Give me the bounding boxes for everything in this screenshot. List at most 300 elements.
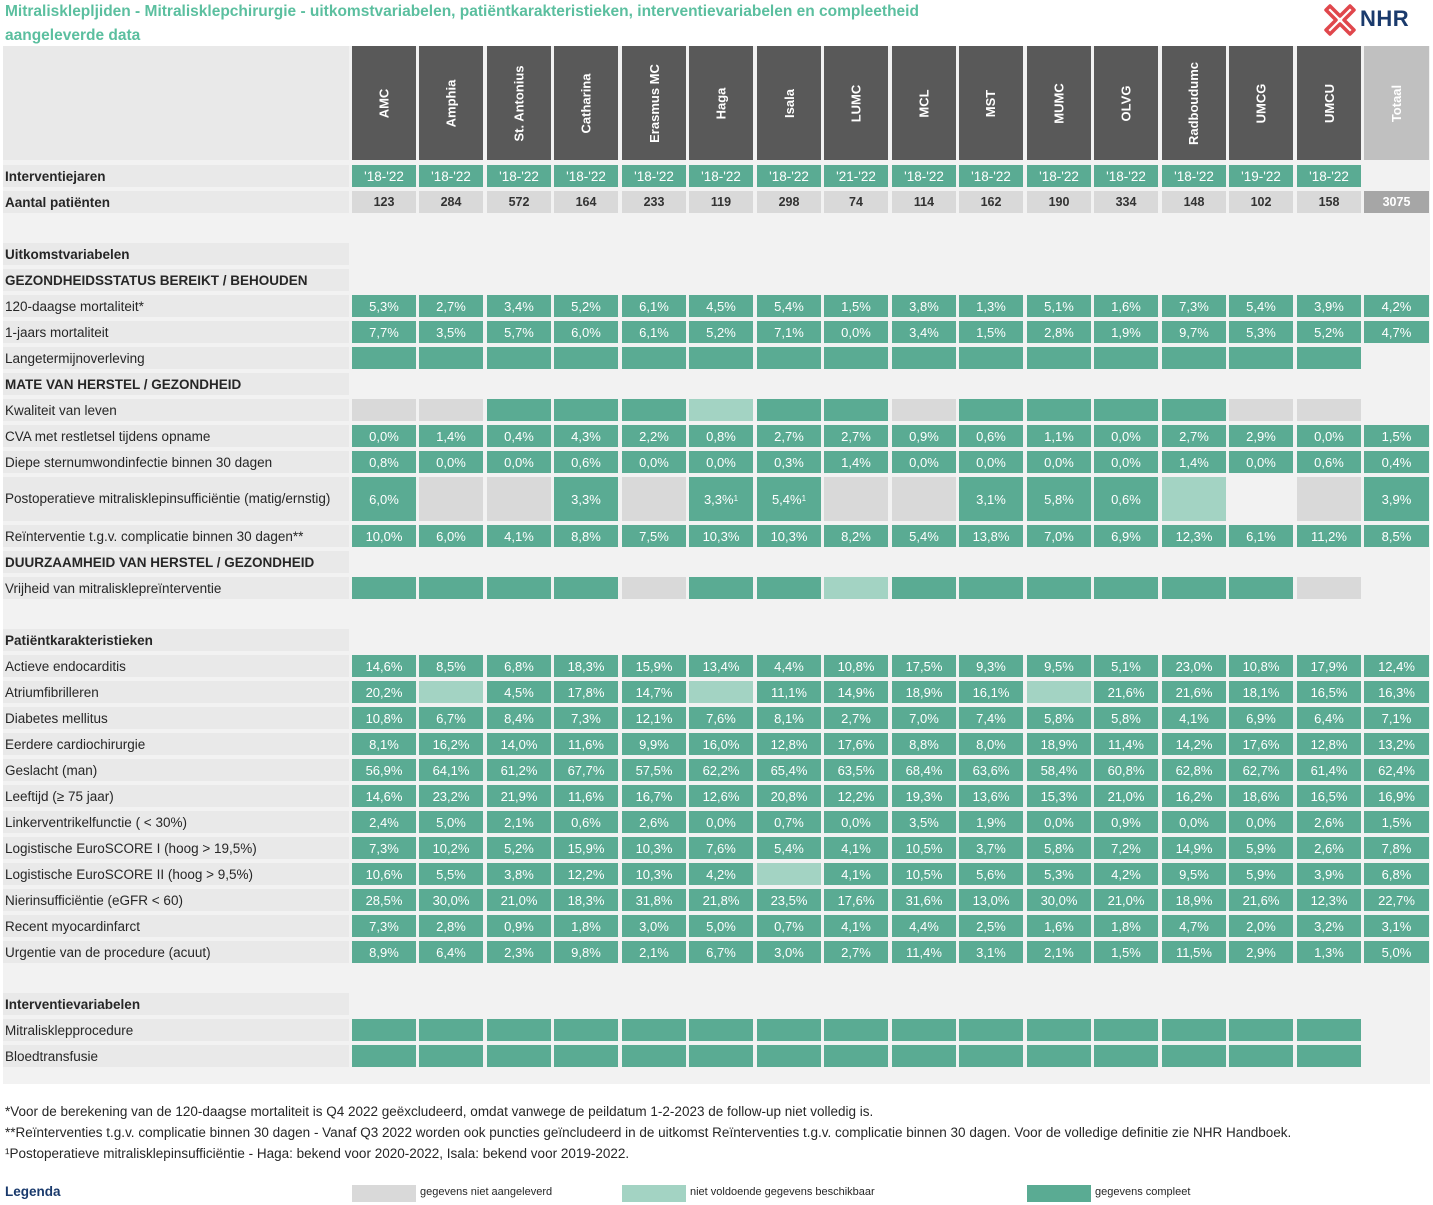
section-title: GEZONDHEIDSSTATUS BEREIKT / BEHOUDEN [3, 269, 349, 291]
data-cell: 10,2% [419, 837, 483, 859]
aantal-patienten-cell: 158 [1297, 191, 1361, 213]
data-cell: 8,0% [959, 733, 1023, 755]
interventiejaren-cell: '18-'22 [352, 165, 416, 187]
data-cell: 14,6% [352, 785, 416, 807]
data-cell [824, 477, 888, 521]
data-cell: 21,6% [1162, 681, 1226, 703]
data-cell: 4,5% [689, 295, 753, 317]
data-cell [1229, 577, 1293, 599]
data-cell: 17,6% [824, 733, 888, 755]
data-cell [622, 399, 686, 421]
data-cell: 21,6% [1094, 681, 1158, 703]
column-header-label: OLVG [1118, 85, 1134, 121]
data-cell [689, 577, 753, 599]
data-cell: 9,9% [622, 733, 686, 755]
aantal-patienten-cell: 162 [959, 191, 1023, 213]
data-cell: 17,6% [1229, 733, 1293, 755]
data-cell: 61,2% [487, 759, 551, 781]
data-cell: 10,8% [352, 707, 416, 729]
data-cell [757, 863, 821, 885]
column-header-label: Haga [713, 87, 729, 119]
data-cell: 5,3% [1229, 321, 1293, 343]
data-cell: 19,3% [892, 785, 956, 807]
data-cell [959, 1045, 1023, 1067]
data-cell: 31,6% [892, 889, 956, 911]
data-cell: 6,7% [689, 941, 753, 963]
data-cell: 18,3% [554, 889, 618, 911]
data-cell [1162, 577, 1226, 599]
column-header-label: UMCU [1321, 83, 1337, 123]
data-cell: 17,8% [554, 681, 618, 703]
data-cell: 11,4% [1094, 733, 1158, 755]
data-cell: 1,6% [1027, 915, 1091, 937]
data-cell: 2,9% [1229, 941, 1293, 963]
data-cell: 2,1% [487, 811, 551, 833]
data-cell: 4,5% [487, 681, 551, 703]
data-cell [1229, 1019, 1293, 1041]
data-cell: 30,0% [419, 889, 483, 911]
data-cell: 18,1% [1229, 681, 1293, 703]
data-cell [959, 577, 1023, 599]
data-cell: 2,8% [1027, 321, 1091, 343]
data-cell [1162, 1019, 1226, 1041]
data-cell [689, 681, 753, 703]
data-cell: 20,8% [757, 785, 821, 807]
data-cell: 5,2% [1297, 321, 1361, 343]
interventiejaren-cell: '18-'22 [487, 165, 551, 187]
data-cell: 7,6% [689, 707, 753, 729]
data-cell: 0,0% [487, 451, 551, 473]
data-cell: 4,7% [1364, 321, 1429, 343]
data-cell: 61,4% [1297, 759, 1361, 781]
data-cell: 0,8% [689, 425, 753, 447]
data-cell: 10,3% [622, 863, 686, 885]
data-cell: 16,1% [959, 681, 1023, 703]
data-cell [892, 477, 956, 521]
data-cell: 3,0% [622, 915, 686, 937]
data-cell: 6,0% [352, 477, 416, 521]
data-cell: 5,4% 1 [757, 477, 821, 521]
data-cell: 17,6% [824, 889, 888, 911]
data-cell: 12,2% [554, 863, 618, 885]
column-header-label: St. Antonius [511, 64, 527, 142]
aantal-patienten-cell: 148 [1162, 191, 1226, 213]
data-cell [1364, 577, 1429, 599]
column-header-umcg [1229, 46, 1293, 160]
column-header-label: MUMC [1051, 82, 1067, 124]
data-cell: 5,5% [419, 863, 483, 885]
data-cell: 1,8% [1094, 915, 1158, 937]
data-cell: 0,0% [352, 425, 416, 447]
data-cell: 62,7% [1229, 759, 1293, 781]
data-cell: 63,5% [824, 759, 888, 781]
data-cell: 16,2% [419, 733, 483, 755]
interventiejaren-cell: '18-'22 [554, 165, 618, 187]
data-cell: 6,1% [622, 321, 686, 343]
legend-swatch [622, 1185, 686, 1202]
data-cell: 18,6% [1229, 785, 1293, 807]
data-cell: 1,5% [959, 321, 1023, 343]
data-cell: 2,7% [824, 707, 888, 729]
data-cell: 57,5% [622, 759, 686, 781]
data-cell: 0,0% [1027, 451, 1091, 473]
data-cell: 16,9% [1364, 785, 1429, 807]
data-cell [1297, 1019, 1361, 1041]
data-cell: 13,8% [959, 525, 1023, 547]
column-header-haga [689, 46, 753, 160]
data-cell [352, 1019, 416, 1041]
section-title: Interventievariabelen [3, 993, 349, 1015]
data-cell: 18,3% [554, 655, 618, 677]
data-cell: 15,9% [622, 655, 686, 677]
row-label: Nierinsufficiëntie (eGFR < 60) [3, 889, 349, 911]
row-label: Diepe sternumwondinfectie binnen 30 dagen [3, 451, 349, 473]
column-header-radboudumc [1162, 46, 1226, 160]
data-cell: 3,1% [1364, 915, 1429, 937]
data-cell: 5,2% [689, 321, 753, 343]
interventiejaren-cell: '18-'22 [1027, 165, 1091, 187]
data-cell: 9,8% [554, 941, 618, 963]
data-cell: 1,4% [824, 451, 888, 473]
column-header-isala [757, 46, 821, 160]
data-cell: 6,9% [1229, 707, 1293, 729]
data-cell: 6,0% [554, 321, 618, 343]
data-cell: 6,4% [419, 941, 483, 963]
data-cell: 3,5% [419, 321, 483, 343]
data-cell: 16,2% [1162, 785, 1226, 807]
data-cell: 7,5% [622, 525, 686, 547]
data-cell: 0,6% [554, 811, 618, 833]
data-cell: 0,9% [1094, 811, 1158, 833]
column-header-mumc [1027, 46, 1091, 160]
data-cell: 7,8% [1364, 837, 1429, 859]
data-cell [1364, 1019, 1429, 1041]
data-cell [892, 1019, 956, 1041]
data-cell: 12,3% [1162, 525, 1226, 547]
data-cell: 3,2% [1297, 915, 1361, 937]
data-cell: 12,2% [824, 785, 888, 807]
data-cell: 11,2% [1297, 525, 1361, 547]
data-cell: 1,9% [1094, 321, 1158, 343]
data-cell: 2,2% [622, 425, 686, 447]
data-cell: 12,8% [1297, 733, 1361, 755]
data-cell [757, 1045, 821, 1067]
data-cell: 7,7% [352, 321, 416, 343]
data-cell [689, 347, 753, 369]
aantal-patienten-cell: 334 [1094, 191, 1158, 213]
data-cell [487, 1045, 551, 1067]
column-header-label: Catharina [578, 73, 594, 133]
data-cell: 5,9% [1229, 837, 1293, 859]
data-cell: 1,9% [959, 811, 1023, 833]
data-cell: 1,8% [554, 915, 618, 937]
data-cell: 2,7% [824, 941, 888, 963]
data-cell [824, 347, 888, 369]
data-cell: 1,5% [1364, 811, 1429, 833]
data-cell: 10,3% [622, 837, 686, 859]
data-cell: 7,3% [352, 915, 416, 937]
data-cell: 3,4% [487, 295, 551, 317]
data-cell [1027, 681, 1091, 703]
data-cell: 16,3% [1364, 681, 1429, 703]
data-cell: 21,8% [689, 889, 753, 911]
data-cell [1162, 399, 1226, 421]
data-cell: 23,0% [1162, 655, 1226, 677]
aantal-patienten-cell: 298 [757, 191, 821, 213]
data-cell [554, 399, 618, 421]
data-cell [487, 347, 551, 369]
data-cell [487, 477, 551, 521]
data-cell: 62,8% [1162, 759, 1226, 781]
data-cell: 2,6% [1297, 811, 1361, 833]
data-cell [487, 577, 551, 599]
interventiejaren-cell: '21-'22 [824, 165, 888, 187]
data-cell: 2,6% [1297, 837, 1361, 859]
data-cell: 21,0% [487, 889, 551, 911]
data-cell: 7,0% [892, 707, 956, 729]
legend-label: niet voldoende gegevens beschikbaar [690, 1186, 875, 1198]
data-cell: 4,1% [1162, 707, 1226, 729]
data-cell: 0,6% [1297, 451, 1361, 473]
data-cell: 4,2% [689, 863, 753, 885]
column-header-mcl [892, 46, 956, 160]
data-cell: 9,5% [1162, 863, 1226, 885]
data-cell: 13,0% [959, 889, 1023, 911]
data-cell: 68,4% [892, 759, 956, 781]
data-cell: 16,5% [1297, 785, 1361, 807]
data-cell: 56,9% [352, 759, 416, 781]
data-cell: 0,9% [487, 915, 551, 937]
row-label: Kwaliteit van leven [3, 399, 349, 421]
legend-swatch [1027, 1185, 1091, 1202]
footnote: **Reïnterventies t.g.v. complicatie binnen 30 dagen - Vanaf Q3 2022 worden ook puncties geïncludeerd in de uitkomst Reïnterventies t.g.v. complicatie binnen 30 dagen. Voor de volledige definitie zie NHR Handboek. [5, 1125, 1292, 1140]
data-cell: 4,2% [1094, 863, 1158, 885]
data-cell: 23,2% [419, 785, 483, 807]
data-cell: 3,1% [959, 477, 1023, 521]
data-cell: 5,4% [757, 295, 821, 317]
data-cell: 5,9% [1229, 863, 1293, 885]
row-label: Langetermijnoverleving [3, 347, 349, 369]
column-header-lumc [824, 46, 888, 160]
row-label: Diabetes mellitus [3, 707, 349, 729]
data-cell: 6,1% [1229, 525, 1293, 547]
data-cell: 3,4% [892, 321, 956, 343]
aantal-patienten-cell: 102 [1229, 191, 1293, 213]
data-cell: 5,1% [1094, 655, 1158, 677]
data-cell: 10,6% [352, 863, 416, 885]
data-cell [419, 1045, 483, 1067]
data-cell: 4,3% [554, 425, 618, 447]
data-cell [1094, 399, 1158, 421]
data-cell: 21,0% [1094, 889, 1158, 911]
data-cell [622, 477, 686, 521]
data-cell [622, 1045, 686, 1067]
data-cell: 7,6% [689, 837, 753, 859]
data-cell: 21,0% [1094, 785, 1158, 807]
interventiejaren-cell: '18-'22 [419, 165, 483, 187]
data-cell [757, 347, 821, 369]
data-cell: 13,4% [689, 655, 753, 677]
data-cell [622, 1019, 686, 1041]
data-cell: 10,3% [689, 525, 753, 547]
data-cell: 2,7% [824, 425, 888, 447]
data-cell [419, 399, 483, 421]
column-header-erasmus-mc [622, 46, 686, 160]
data-cell: 5,8% [1027, 707, 1091, 729]
data-cell [352, 1045, 416, 1067]
row-label-interventiejaren: Interventiejaren [3, 165, 349, 187]
column-header-label: UMCG [1253, 83, 1269, 123]
data-cell: 0,0% [1162, 811, 1226, 833]
row-label: 120-daagse mortaliteit* [3, 295, 349, 317]
row-label: Logistische EuroSCORE I (hoog > 19,5%) [3, 837, 349, 859]
row-label: Postoperatieve mitralisklepinsufficiëntie (matig/ernstig) [3, 477, 349, 521]
data-cell: 8,5% [1364, 525, 1429, 547]
data-cell [1364, 399, 1429, 421]
data-cell: 9,5% [1027, 655, 1091, 677]
data-cell: 63,6% [959, 759, 1023, 781]
data-cell: 18,9% [1027, 733, 1091, 755]
data-cell: 60,8% [1094, 759, 1158, 781]
data-cell: 12,3% [1297, 889, 1361, 911]
data-cell: 14,9% [824, 681, 888, 703]
column-header-label: LUMC [848, 84, 864, 122]
row-label: Geslacht (man) [3, 759, 349, 781]
data-cell [554, 1045, 618, 1067]
data-cell: 4,1% [824, 915, 888, 937]
logo-text: NHR [1360, 6, 1410, 31]
data-cell: 3,9% [1297, 863, 1361, 885]
row-label-aantal-patienten: Aantal patiënten [3, 191, 349, 213]
data-cell [689, 1045, 753, 1067]
footnote: ¹Postoperatieve mitralisklepinsufficiëntie - Haga: bekend voor 2020-2022, Isala: bekend voor 2019-2022. [5, 1146, 630, 1161]
data-cell: 14,2% [1162, 733, 1226, 755]
data-cell: 8,5% [419, 655, 483, 677]
data-cell: 0,4% [487, 425, 551, 447]
data-cell: 1,5% [1094, 941, 1158, 963]
column-header-amphia [419, 46, 483, 160]
data-cell: 15,9% [554, 837, 618, 859]
data-cell [824, 1019, 888, 1041]
column-header-amc [352, 46, 416, 160]
data-cell: 3,8% [487, 863, 551, 885]
aantal-patienten-cell: 572 [487, 191, 551, 213]
data-cell: 2,8% [419, 915, 483, 937]
data-cell: 5,1% [1027, 295, 1091, 317]
column-header-st-antonius [487, 46, 551, 160]
footnote: *Voor de berekening van de 120-daagse mortaliteit is Q4 2022 geëxcludeerd, omdat vanwege de peildatum 1-2-2023 de follow-up niet volledig is. [5, 1104, 874, 1119]
data-cell: 0,9% [892, 425, 956, 447]
data-cell [1162, 347, 1226, 369]
interventiejaren-cell: '18-'22 [622, 165, 686, 187]
data-cell [892, 577, 956, 599]
data-cell [1094, 347, 1158, 369]
data-cell [1297, 577, 1361, 599]
data-cell: 13,6% [959, 785, 1023, 807]
data-cell: 3,9% [1364, 477, 1429, 521]
data-cell: 21,9% [487, 785, 551, 807]
data-cell: 5,4% [1229, 295, 1293, 317]
legend-label: gegevens niet aangeleverd [420, 1186, 553, 1198]
column-header-label: Erasmus MC [646, 63, 662, 143]
aantal-patienten-cell: 233 [622, 191, 686, 213]
section-title: Uitkomstvariabelen [3, 243, 349, 265]
data-cell [1229, 1045, 1293, 1067]
data-cell [554, 347, 618, 369]
data-cell: 0,0% [689, 451, 753, 473]
row-label: Logistische EuroSCORE II (hoog > 9,5%) [3, 863, 349, 885]
data-cell [419, 681, 483, 703]
data-cell: 0,6% [1094, 477, 1158, 521]
row-label: 1-jaars mortaliteit [3, 321, 349, 343]
data-cell: 6,0% [419, 525, 483, 547]
data-cell: 14,7% [622, 681, 686, 703]
column-header-totaal [1364, 46, 1429, 160]
data-cell: 5,3% [1027, 863, 1091, 885]
data-cell [757, 577, 821, 599]
data-cell: 2,4% [352, 811, 416, 833]
column-header-label: MST [983, 89, 999, 117]
data-cell: 0,7% [757, 915, 821, 937]
data-cell: 28,5% [352, 889, 416, 911]
data-cell: 6,1% [622, 295, 686, 317]
data-cell: 1,3% [1297, 941, 1361, 963]
data-cell: 9,7% [1162, 321, 1226, 343]
data-cell: 22,7% [1364, 889, 1429, 911]
aantal-patienten-cell: 119 [689, 191, 753, 213]
legend-title: Legenda [5, 1184, 61, 1199]
row-label: CVA met restletsel tijdens opname [3, 425, 349, 447]
data-cell: 10,3% [757, 525, 821, 547]
data-cell: 0,0% [1229, 451, 1293, 473]
data-cell: 18,9% [892, 681, 956, 703]
column-header-label: Amphia [443, 79, 459, 127]
data-cell [824, 399, 888, 421]
data-cell [1094, 577, 1158, 599]
row-label: Bloedtransfusie [3, 1045, 349, 1067]
data-cell: 18,9% [1162, 889, 1226, 911]
aantal-patienten-cell: 284 [419, 191, 483, 213]
data-cell: 9,3% [959, 655, 1023, 677]
column-header-label: Radboudumc [1186, 61, 1202, 145]
data-cell [892, 347, 956, 369]
data-cell: 13,2% [1364, 733, 1429, 755]
data-cell: 5,2% [487, 837, 551, 859]
data-cell [757, 399, 821, 421]
data-cell: 0,6% [959, 425, 1023, 447]
row-label: Recent myocardinfarct [3, 915, 349, 937]
data-cell [352, 399, 416, 421]
data-cell [554, 1019, 618, 1041]
data-cell: 7,0% [1027, 525, 1091, 547]
data-cell: 0,7% [757, 811, 821, 833]
data-cell: 5,0% [419, 811, 483, 833]
data-cell [1094, 1045, 1158, 1067]
data-cell: 17,9% [1297, 655, 1361, 677]
data-cell: 10,5% [892, 837, 956, 859]
data-cell: 4,1% [487, 525, 551, 547]
data-cell: 0,0% [892, 451, 956, 473]
data-cell: 0,3% [757, 451, 821, 473]
data-cell [1027, 347, 1091, 369]
data-cell: 8,9% [352, 941, 416, 963]
data-cell: 4,7% [1162, 915, 1226, 937]
data-cell: 1,5% [824, 295, 888, 317]
data-cell [1297, 1045, 1361, 1067]
data-cell: 10,0% [352, 525, 416, 547]
data-cell: 2,7% [419, 295, 483, 317]
data-cell: 3,7% [959, 837, 1023, 859]
